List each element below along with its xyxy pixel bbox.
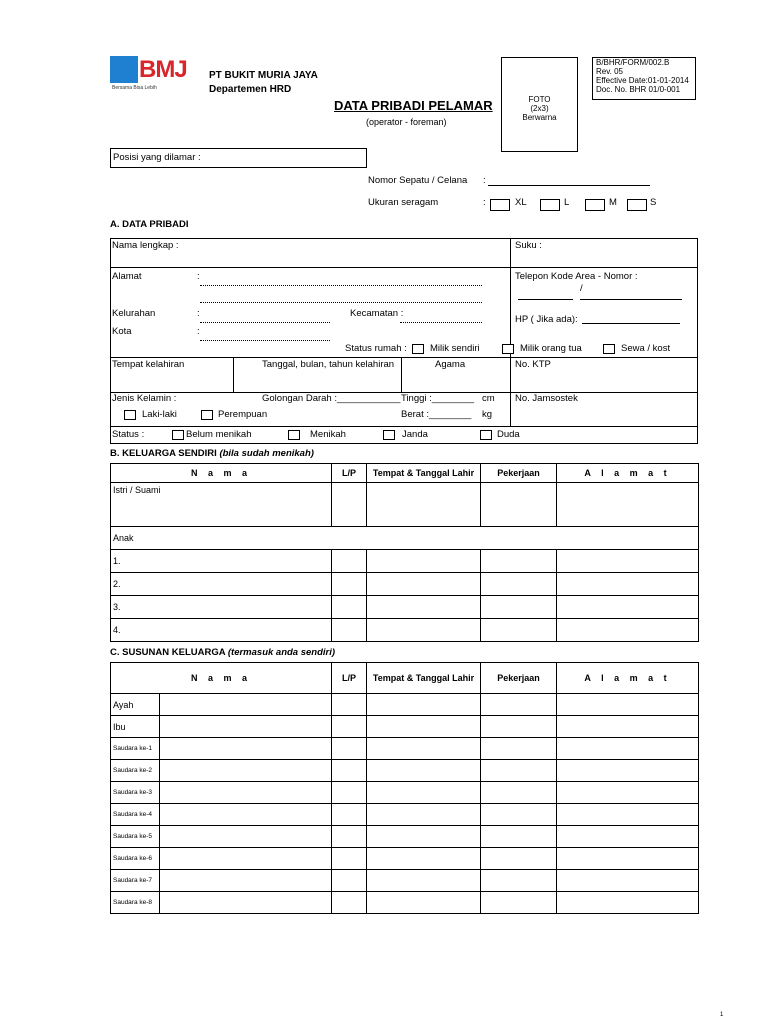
form-title: DATA PRIBADI PELAMAR xyxy=(334,98,493,113)
sepatu-input-line[interactable] xyxy=(488,185,650,186)
table-cell[interactable] xyxy=(367,738,481,760)
tempat-lahir-label: Tempat kelahiran xyxy=(112,359,185,370)
section-c-table xyxy=(110,662,699,914)
c-row-saudara-6: Saudara ke-6 xyxy=(111,848,160,870)
perempuan-label: Perempuan xyxy=(218,409,268,420)
page-number: 1 xyxy=(720,1012,724,1018)
kelurahan-colon: : xyxy=(197,308,200,319)
sewa-checkbox[interactable] xyxy=(603,344,615,354)
form-subtitle: (operator - foreman) xyxy=(366,117,447,127)
posisi-field[interactable] xyxy=(110,148,367,168)
table-cell[interactable] xyxy=(557,483,699,527)
c-row-saudara-2: Saudara ke-2 xyxy=(111,760,160,782)
c-col-nama: N a m a xyxy=(111,663,332,694)
b-row-anak-1[interactable]: 1. xyxy=(111,550,332,573)
status-rumah-label: Status rumah : xyxy=(345,343,407,354)
table-cell[interactable] xyxy=(160,738,332,760)
kota-label: Kota xyxy=(112,326,132,337)
section-c-title-text: C. SUSUNAN KELUARGA xyxy=(110,647,226,658)
table-cell[interactable] xyxy=(332,694,367,716)
size-l-label: L xyxy=(564,197,570,208)
a-vline-tempat xyxy=(233,357,234,392)
department-name: Departemen HRD xyxy=(209,84,292,95)
b-col-alamat: A l a m a t xyxy=(557,464,699,483)
c-row-saudara-4: Saudara ke-4 xyxy=(111,804,160,826)
section-b-title xyxy=(110,449,314,459)
doc-number: Doc. No. BHR 01/0-001 xyxy=(596,85,681,94)
section-c-title xyxy=(110,648,335,658)
table-cell[interactable] xyxy=(557,619,699,642)
table-cell[interactable] xyxy=(557,716,699,738)
kelurahan-line[interactable] xyxy=(200,322,330,323)
kecamatan-line[interactable] xyxy=(400,322,482,323)
table-cell[interactable] xyxy=(332,738,367,760)
size-xl-label: XL xyxy=(515,197,527,208)
table-cell[interactable] xyxy=(367,694,481,716)
table-cell[interactable] xyxy=(367,550,481,573)
table-row xyxy=(111,892,699,914)
table-cell[interactable] xyxy=(160,694,332,716)
posisi-label: Posisi yang dilamar : xyxy=(113,152,201,163)
table-cell[interactable] xyxy=(332,848,367,870)
table-cell[interactable] xyxy=(367,573,481,596)
table-cell[interactable] xyxy=(481,596,557,619)
c-row-saudara-7: Saudara ke-7 xyxy=(111,870,160,892)
table-cell[interactable] xyxy=(557,782,699,804)
nama-label: Nama lengkap : xyxy=(112,240,179,251)
table-cell[interactable] xyxy=(367,782,481,804)
kota-colon: : xyxy=(197,326,200,337)
berat-label: Berat :________ xyxy=(401,409,472,420)
kelurahan-label: Kelurahan xyxy=(112,308,156,319)
table-cell[interactable] xyxy=(332,804,367,826)
table-cell[interactable] xyxy=(481,892,557,914)
table-cell[interactable] xyxy=(367,716,481,738)
table-cell[interactable] xyxy=(481,619,557,642)
tanggal-lahir-label: Tanggal, bulan, tahun kelahiran xyxy=(262,359,395,370)
table-cell[interactable] xyxy=(367,870,481,892)
b-col-ttl: Tempat & Tanggal Lahir xyxy=(367,464,481,483)
table-cell[interactable] xyxy=(557,804,699,826)
logo-tagline: Bersama Bisa Lebih xyxy=(112,85,157,91)
duda-checkbox[interactable] xyxy=(480,430,492,440)
table-row xyxy=(111,694,699,716)
table-cell[interactable] xyxy=(481,738,557,760)
a-line-4 xyxy=(110,426,698,427)
milik-sendiri-label: Milik sendiri xyxy=(430,343,480,354)
b-row-istri-suami[interactable]: Istri / Suami xyxy=(111,483,332,527)
c-row-saudara-8: Saudara ke-8 xyxy=(111,892,160,914)
alamat-line-1[interactable] xyxy=(200,285,482,286)
kg-label: kg xyxy=(482,409,493,420)
table-cell[interactable] xyxy=(481,782,557,804)
telepon-slash: / xyxy=(580,283,583,294)
table-row xyxy=(111,716,699,738)
status-label: Status : xyxy=(112,429,145,440)
section-a-title: A. DATA PRIBADI xyxy=(110,219,189,230)
size-m-label: M xyxy=(609,197,617,208)
table-row xyxy=(111,738,699,760)
table-cell[interactable] xyxy=(557,573,699,596)
table-cell[interactable] xyxy=(557,550,699,573)
table-cell[interactable] xyxy=(367,760,481,782)
table-cell[interactable] xyxy=(557,738,699,760)
table-cell[interactable] xyxy=(332,716,367,738)
table-cell[interactable] xyxy=(160,760,332,782)
table-cell[interactable] xyxy=(557,870,699,892)
table-row xyxy=(111,848,699,870)
suku-label: Suku : xyxy=(515,240,542,251)
table-cell[interactable] xyxy=(160,892,332,914)
a-line-1 xyxy=(110,267,698,268)
table-cell[interactable] xyxy=(332,782,367,804)
photo-label-3: Berwarna xyxy=(522,113,557,122)
laki-checkbox[interactable] xyxy=(124,410,136,420)
sepatu-colon: : xyxy=(483,175,486,186)
kecamatan-label: Kecamatan : xyxy=(350,308,404,319)
size-l-checkbox[interactable] xyxy=(540,199,560,211)
sewa-label: Sewa / kost xyxy=(621,343,671,354)
table-cell[interactable] xyxy=(332,483,367,527)
table-cell[interactable] xyxy=(557,848,699,870)
alamat-label: Alamat xyxy=(112,271,142,282)
telepon-area-line[interactable] xyxy=(518,299,573,300)
table-cell[interactable] xyxy=(332,826,367,848)
table-cell[interactable] xyxy=(481,694,557,716)
table-row xyxy=(111,596,699,619)
table-cell[interactable] xyxy=(481,804,557,826)
milik-sendiri-checkbox[interactable] xyxy=(412,344,424,354)
table-cell[interactable] xyxy=(332,870,367,892)
table-row xyxy=(111,760,699,782)
janda-checkbox[interactable] xyxy=(383,430,395,440)
telepon-label: Telepon Kode Area - Nomor : xyxy=(515,271,638,282)
table-cell[interactable] xyxy=(332,760,367,782)
table-cell[interactable] xyxy=(332,596,367,619)
table-cell[interactable] xyxy=(481,550,557,573)
c-col-alamat: A l a m a t xyxy=(557,663,699,694)
cm-label: cm xyxy=(482,393,495,404)
table-cell[interactable] xyxy=(367,596,481,619)
jamsostek-label: No. Jamsostek xyxy=(515,393,578,404)
c-row-saudara-1: Saudara ke-1 xyxy=(111,738,160,760)
table-cell[interactable] xyxy=(481,716,557,738)
table-cell[interactable] xyxy=(367,848,481,870)
company-name: PT BUKIT MURIA JAYA xyxy=(209,70,318,81)
c-col-lp: L/P xyxy=(332,663,367,694)
table-row xyxy=(111,804,699,826)
table-cell[interactable] xyxy=(160,716,332,738)
size-m-checkbox[interactable] xyxy=(585,199,605,211)
table-cell[interactable] xyxy=(481,483,557,527)
table-cell[interactable] xyxy=(557,596,699,619)
logo-blue-square xyxy=(110,56,138,83)
section-b-title-text: B. KELUARGA SENDIRI xyxy=(110,448,217,459)
table-cell xyxy=(332,527,699,550)
table-cell[interactable] xyxy=(481,870,557,892)
table-cell[interactable] xyxy=(481,848,557,870)
c-row-ibu: Ibu xyxy=(111,716,160,738)
table-cell[interactable] xyxy=(557,760,699,782)
perempuan-checkbox[interactable] xyxy=(201,410,213,420)
milik-ortu-label: Milik orang tua xyxy=(520,343,582,354)
table-cell[interactable] xyxy=(557,826,699,848)
ktp-label: No. KTP xyxy=(515,359,551,370)
b-col-lp: L/P xyxy=(332,464,367,483)
a-vline-tanggal xyxy=(401,357,402,392)
table-cell[interactable] xyxy=(367,892,481,914)
c-row-ayah: Ayah xyxy=(111,694,160,716)
table-cell[interactable] xyxy=(557,892,699,914)
section-b-table xyxy=(110,463,699,642)
doc-effective-date: Effective Date:01-01-2014 xyxy=(596,76,689,85)
size-s-label: S xyxy=(650,197,657,208)
hp-label: HP ( Jika ada): xyxy=(515,314,578,325)
doc-rev: Rev. 05 xyxy=(596,67,623,76)
b-row-anak-2[interactable]: 2. xyxy=(111,573,332,596)
table-cell[interactable] xyxy=(481,826,557,848)
laki-label: Laki-laki xyxy=(142,409,177,420)
b-row-anak: Anak xyxy=(111,527,332,550)
company-logo xyxy=(110,56,200,92)
table-cell[interactable] xyxy=(557,694,699,716)
b-row-anak-3[interactable]: 3. xyxy=(111,596,332,619)
belum-menikah-checkbox[interactable] xyxy=(172,430,184,440)
c-row-saudara-3: Saudara ke-3 xyxy=(111,782,160,804)
table-cell[interactable] xyxy=(160,848,332,870)
table-row xyxy=(111,619,699,642)
belum-menikah-label: Belum menikah xyxy=(186,429,252,440)
menikah-label: Menikah xyxy=(310,429,346,440)
b-col-pekerjaan: Pekerjaan xyxy=(481,464,557,483)
table-row xyxy=(111,782,699,804)
telepon-number-line[interactable] xyxy=(580,299,682,300)
alamat-line-2[interactable] xyxy=(200,302,482,303)
golongan-darah-label: Golongan Darah :____________ xyxy=(262,393,401,404)
doc-info-box xyxy=(592,57,696,100)
duda-label: Duda xyxy=(497,429,520,440)
agama-label: Agama xyxy=(435,359,466,370)
doc-code: B/BHR/FORM/002.B xyxy=(596,58,670,67)
table-cell[interactable] xyxy=(481,760,557,782)
seragam-colon: : xyxy=(483,197,486,208)
janda-label: Janda xyxy=(402,429,428,440)
table-row xyxy=(111,870,699,892)
size-s-checkbox[interactable] xyxy=(627,199,647,211)
a-vline-main xyxy=(510,238,511,427)
photo-label-2: (2x3) xyxy=(530,104,549,113)
size-xl-checkbox[interactable] xyxy=(490,199,510,211)
table-cell[interactable] xyxy=(481,573,557,596)
table-cell[interactable] xyxy=(332,550,367,573)
seragam-label: Ukuran seragam xyxy=(368,197,439,208)
b-col-nama: N a m a xyxy=(111,464,332,483)
table-cell[interactable] xyxy=(332,573,367,596)
menikah-checkbox[interactable] xyxy=(288,430,300,440)
tinggi-label: Tinggi :________ xyxy=(401,393,475,404)
table-row xyxy=(111,527,699,550)
photo-label-1: FOTO xyxy=(528,95,551,104)
table-row xyxy=(111,550,699,573)
c-col-ttl: Tempat & Tanggal Lahir xyxy=(367,663,481,694)
photo-box xyxy=(501,57,578,152)
a-line-2 xyxy=(110,357,698,358)
table-cell[interactable] xyxy=(367,826,481,848)
milik-ortu-checkbox[interactable] xyxy=(502,344,514,354)
table-cell[interactable] xyxy=(160,804,332,826)
table-row xyxy=(111,826,699,848)
hp-line[interactable] xyxy=(582,323,680,324)
kota-line[interactable] xyxy=(200,340,330,341)
table-row xyxy=(111,483,699,527)
jenis-kelamin-label: Jenis Kelamin : xyxy=(112,393,177,404)
sepatu-label: Nomor Sepatu / Celana xyxy=(368,175,468,186)
table-cell[interactable] xyxy=(160,782,332,804)
table-cell[interactable] xyxy=(367,483,481,527)
c-col-pekerjaan: Pekerjaan xyxy=(481,663,557,694)
logo-text: BMJ xyxy=(139,56,187,83)
table-cell[interactable] xyxy=(332,619,367,642)
section-c-title-note: (termasuk anda sendiri) xyxy=(227,647,336,658)
section-b-title-note: (bila sudah menikah) xyxy=(219,448,314,459)
table-cell[interactable] xyxy=(367,619,481,642)
table-row xyxy=(111,573,699,596)
table-cell[interactable] xyxy=(332,892,367,914)
b-row-anak-4[interactable]: 4. xyxy=(111,619,332,642)
table-cell[interactable] xyxy=(160,826,332,848)
table-cell[interactable] xyxy=(160,870,332,892)
alamat-colon: : xyxy=(197,271,200,282)
table-cell[interactable] xyxy=(367,804,481,826)
c-row-saudara-5: Saudara ke-5 xyxy=(111,826,160,848)
